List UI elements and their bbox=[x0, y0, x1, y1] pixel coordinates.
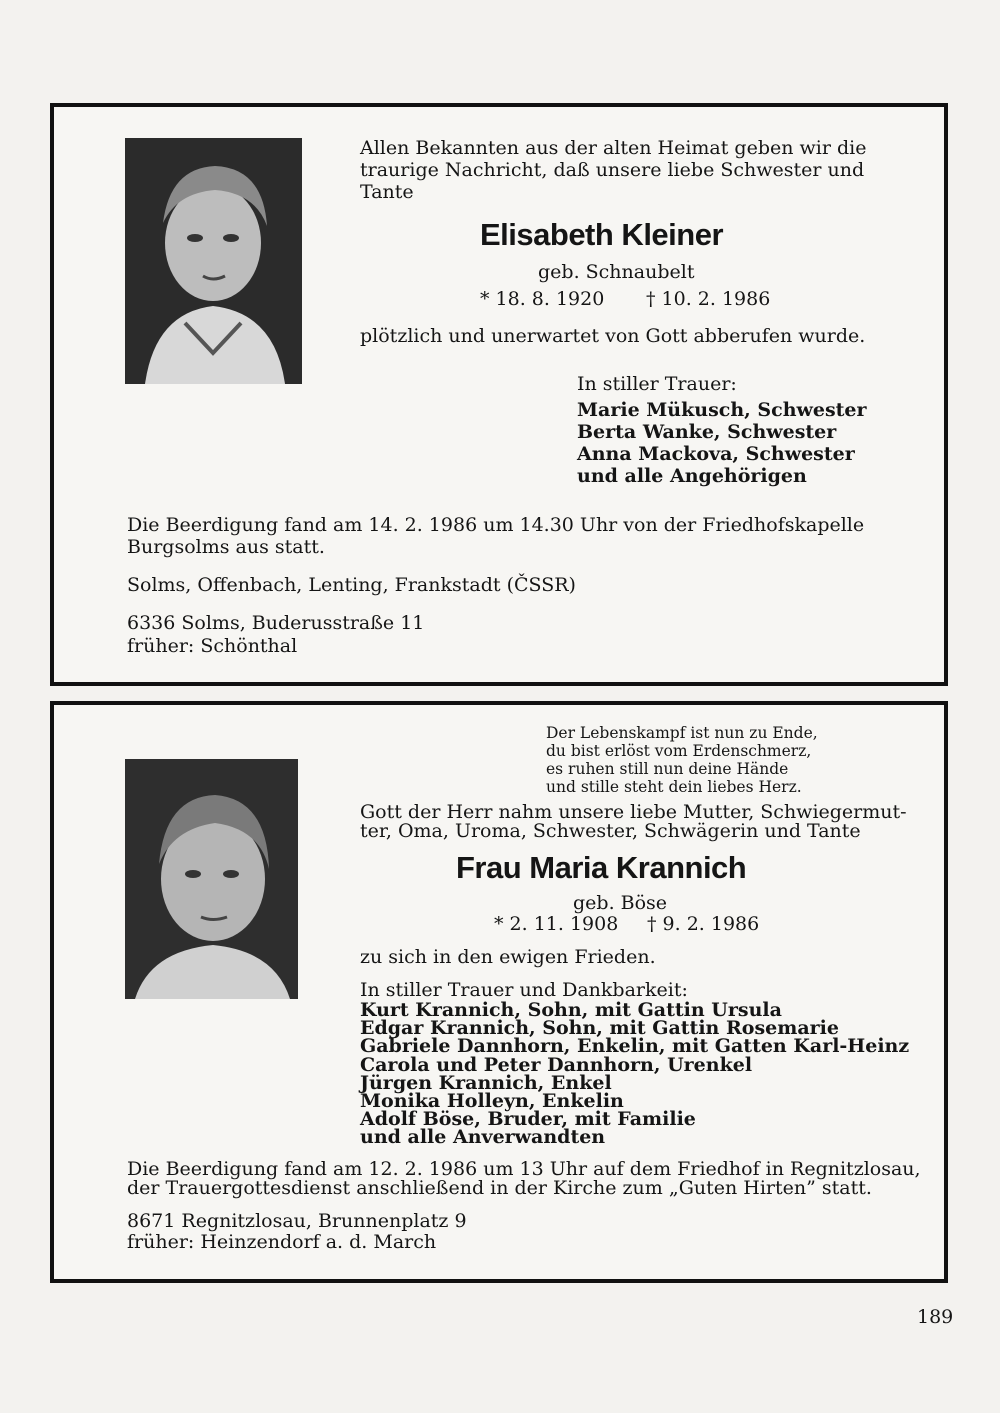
funeral-line: Die Beerdigung fand am 14. 2. 1986 um 14.30 Uhr von der Friedhofskapelle bbox=[127, 514, 865, 536]
portrait-illustration bbox=[125, 759, 298, 999]
intro-line: Gott der Herr nahm unsere liebe Mutter, Schwiegermut- bbox=[360, 801, 907, 823]
mourner: Carola und Peter Dannhorn, Urenkel bbox=[360, 1053, 753, 1076]
mourning-label: In stiller Trauer: bbox=[577, 373, 737, 395]
funeral-line: Burgsolms aus statt. bbox=[127, 536, 325, 558]
mourner: Kurt Krannich, Sohn, mit Gattin Ursula bbox=[360, 999, 782, 1021]
former-residence: früher: Heinzendorf a. d. March bbox=[127, 1231, 437, 1253]
portrait-photo-maria-krannich bbox=[125, 759, 298, 999]
poem-line: Der Lebenskampf ist nun zu Ende, bbox=[546, 724, 818, 742]
mourner: Jürgen Krannich, Enkel bbox=[360, 1071, 612, 1094]
intro-line: Allen Bekannten aus der alten Heimat geben wir die bbox=[360, 137, 867, 159]
mourner: und alle Anverwandten bbox=[360, 1126, 606, 1149]
intro-line: Tante bbox=[360, 181, 414, 203]
mourner: und alle Angehörigen bbox=[577, 465, 807, 487]
intro-line: traurige Nachricht, daß unsere liebe Schwester und bbox=[360, 159, 865, 181]
funeral-line: Die Beerdigung fand am 12. 2. 1986 um 13 Uhr auf dem Friedhof in Regnitzlosau, bbox=[127, 1158, 921, 1180]
portrait-photo-elisabeth-kleiner bbox=[125, 138, 302, 384]
obituary-notice-krannich bbox=[50, 701, 948, 1283]
maiden-name: geb. Schnaubelt bbox=[538, 261, 695, 283]
places-list: Solms, Offenbach, Lenting, Frankstadt (ČSSR) bbox=[127, 574, 576, 596]
mourner: Adolf Böse, Bruder, mit Familie bbox=[360, 1108, 696, 1131]
maiden-name: geb. Böse bbox=[573, 892, 668, 914]
outro-text: zu sich in den ewigen Frieden. bbox=[360, 946, 656, 968]
outro-text: plötzlich und unerwartet von Gott abberufen wurde. bbox=[360, 325, 866, 347]
mourning-label: In stiller Trauer und Dankbarkeit: bbox=[360, 979, 688, 1001]
funeral-line: der Trauergottesdienst anschließend in der Kirche zum „Guten Hirten” statt. bbox=[127, 1177, 872, 1199]
deceased-name: Frau Maria Krannich bbox=[456, 850, 747, 885]
intro-line: ter, Oma, Uroma, Schwester, Schwägerin und Tante bbox=[360, 820, 861, 842]
portrait-illustration bbox=[125, 138, 302, 384]
page-number: 189 bbox=[917, 1306, 954, 1328]
mourner: Berta Wanke, Schwester bbox=[577, 421, 837, 443]
deceased-name: Elisabeth Kleiner bbox=[480, 217, 724, 252]
mourner: Edgar Krannich, Sohn, mit Gattin Rosemarie bbox=[360, 1017, 839, 1040]
death-date: † 10. 2. 1986 bbox=[646, 288, 771, 310]
mourner: Monika Holleyn, Enkelin bbox=[360, 1090, 624, 1113]
address: 8671 Regnitzlosau, Brunnenplatz 9 bbox=[127, 1210, 467, 1232]
address: 6336 Solms, Buderusstraße 11 bbox=[127, 612, 425, 634]
poem-line: und stille steht dein liebes Herz. bbox=[546, 778, 802, 796]
mourner: Marie Mükusch, Schwester bbox=[577, 399, 867, 421]
mourner: Anna Mackova, Schwester bbox=[577, 443, 855, 465]
poem-line: du bist erlöst vom Erdenschmerz, bbox=[546, 742, 812, 760]
mourner: Gabriele Dannhorn, Enkelin, mit Gatten Karl-Heinz bbox=[360, 1035, 910, 1058]
birth-date: * 18. 8. 1920 bbox=[480, 288, 605, 310]
obituary-notice-kleiner bbox=[50, 103, 948, 686]
birth-date: * 2. 11. 1908 bbox=[494, 913, 619, 935]
former-residence: früher: Schönthal bbox=[127, 635, 298, 657]
death-date: † 9. 2. 1986 bbox=[647, 913, 760, 935]
poem-line: es ruhen still nun deine Hände bbox=[546, 760, 789, 778]
